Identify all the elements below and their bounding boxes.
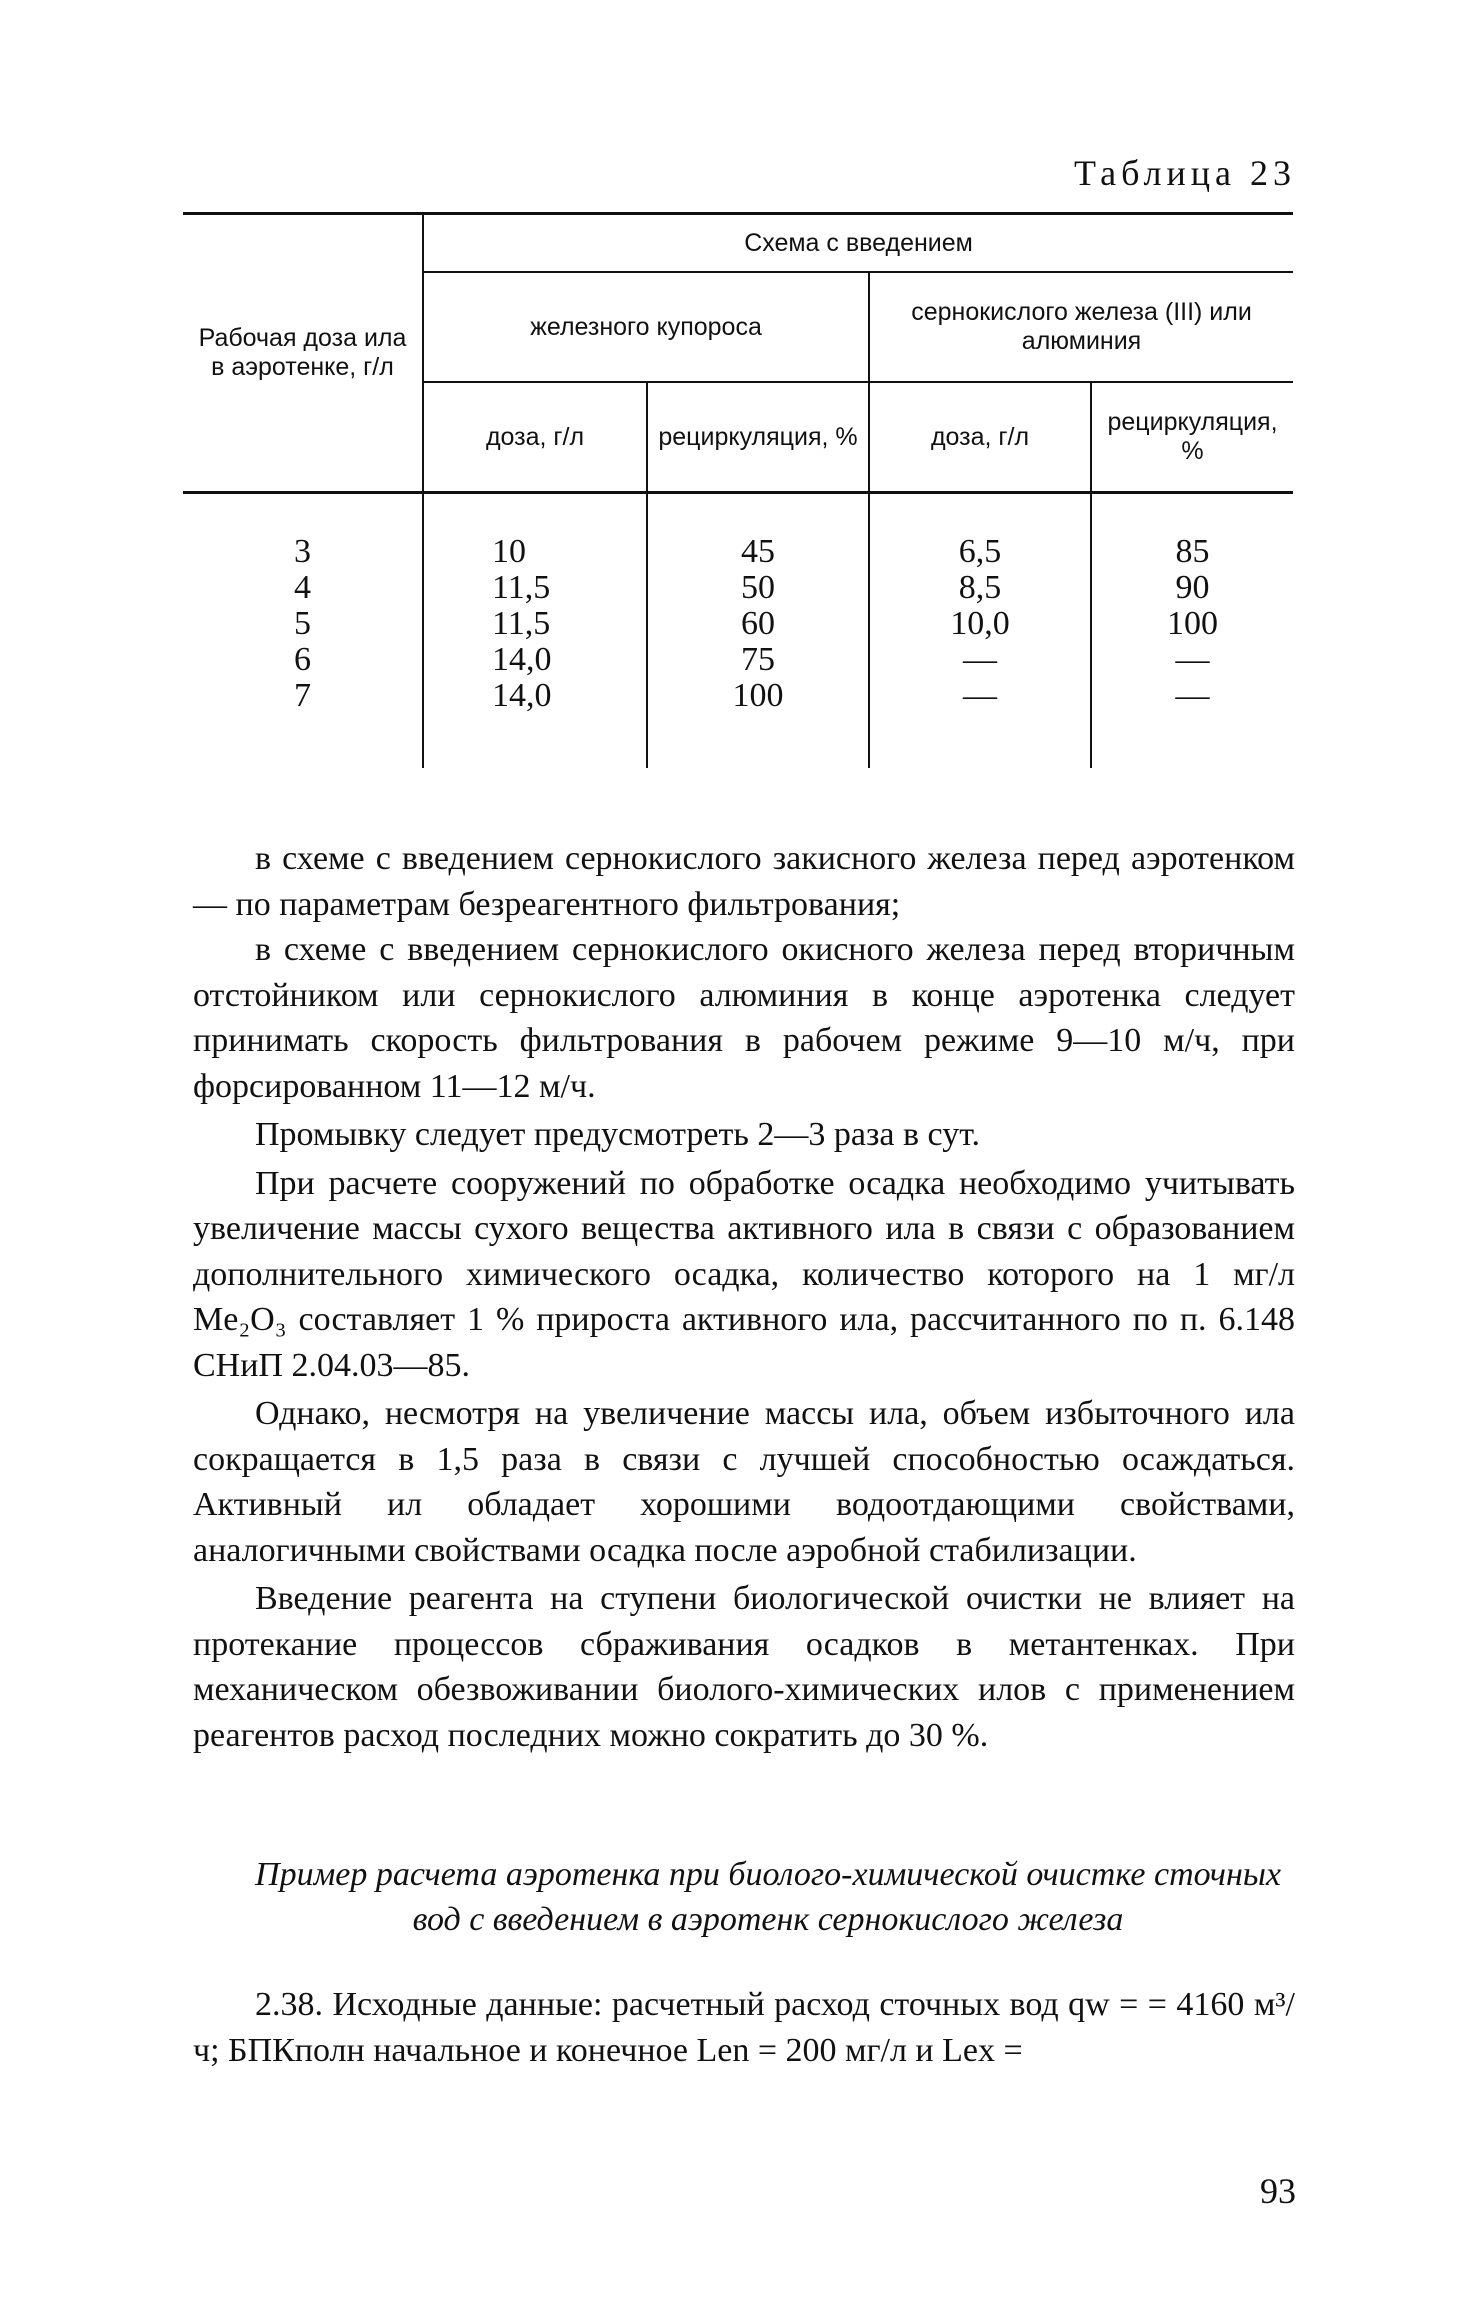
paragraph: в схеме с введением сернокислого закисного железа перед аэротенком — по параметрам безреагентного фильтрования; [193, 840, 1295, 923]
cell-iron-dose: 10 [423, 493, 647, 571]
table-row [183, 606, 1293, 642]
cell-sludge: 6 [294, 641, 311, 678]
cell-iron-recirc: 45 [647, 493, 869, 571]
paragraph: в схеме с введением сернокислого окисного железа перед вторичным отстойником или сернокислого алюминия в конце аэротенка следует принимать скорость фильтрования в рабочем режиме 9—10 м/ч, при форсированном 11—12 м/ч. [193, 931, 1295, 1105]
paragraph: Введение реагента на ступени биологической очистки не влияет на протекание процессов сбраживания осадков в метантенках. При механическом обезвоживании биолого-химических илов с применением реагентов расход последних можно сократить до 30 %. [193, 1580, 1295, 1754]
table-row [183, 678, 1293, 768]
cell-sludge: 4 [294, 569, 311, 606]
cell-sulfate-dose: — [869, 678, 1091, 768]
cell-sulfate-recirc: — [1091, 642, 1293, 678]
table-row [183, 493, 1293, 571]
header-sludge-dose: Рабочая доза ила в аэротенке, г/л [198, 324, 407, 381]
cell-sulfate-recirc: 85 [1091, 493, 1293, 571]
cell-iron-dose: 11,5 [423, 606, 647, 642]
cell-iron-recirc: 75 [647, 642, 869, 678]
cell-iron-dose: 14,0 [423, 678, 647, 768]
cell-sulfate-recirc: 100 [1091, 606, 1293, 642]
example-heading: Пример расчета аэротенка при биолого-химической очистке сточных вод с введением в аэротенк сернокислого железа [255, 1856, 1281, 1938]
paragraph: 2.38. Исходные данные: расчетный расход сточных вод qw = = 4160 м³/ч; БПКполн начальное и конечное Len = 200 мг/л и Lex = [193, 1986, 1295, 2069]
header-sulfate-recirc: рециркуляция, % [1091, 382, 1293, 493]
header-scheme: Схема с введением [423, 214, 1293, 273]
cell-sulfate-dose: — [869, 642, 1091, 678]
paragraph: Промывку следует предусмотреть 2—3 раза в сут. [255, 1116, 980, 1153]
cell-sludge: 3 [294, 533, 311, 570]
table-header-row [183, 214, 1293, 273]
cell-iron-dose: 11,5 [423, 570, 647, 606]
header-sulfate-dose: доза, г/л [869, 382, 1091, 493]
page-number: 93 [1260, 2171, 1296, 2211]
cell-sulfate-recirc: — [1091, 678, 1293, 768]
header-group-sulfate: сернокислого железа (III) или алюминия [869, 272, 1293, 382]
data-table [183, 212, 1293, 768]
cell-iron-recirc: 60 [647, 606, 869, 642]
table-row [183, 642, 1293, 678]
paragraph: При расчете сооружений по обработке осадка необходимо учитывать увеличение массы сухого вещества активного ила в связи с образованием дополнительного химического осадка, количество которого на 1 мг/л Me₂O₃ составляет 1 % прироста активного ила, рассчитанного по п. 6.148 СНиП 2.04.03—85. [193, 1164, 1295, 1384]
cell-sulfate-dose: 8,5 [869, 570, 1091, 606]
paragraph: Однако, несмотря на увеличение массы ила, объем избыточного ила сокращается в 1,5 раза в связи с лучшей способностью осаждаться. Активный ил обладает хорошими водоотдающими свойствами, аналогичными свойствами осадка после аэробной стабилизации. [193, 1395, 1295, 1569]
cell-sludge: 7 [294, 677, 311, 714]
table-row [183, 570, 1293, 606]
cell-sulfate-dose: 10,0 [869, 606, 1091, 642]
cell-iron-dose: 14,0 [423, 642, 647, 678]
cell-sludge: 5 [294, 605, 311, 642]
cell-sulfate-dose: 6,5 [869, 493, 1091, 571]
cell-iron-recirc: 100 [647, 678, 869, 768]
cell-sulfate-recirc: 90 [1091, 570, 1293, 606]
cell-iron-recirc: 50 [647, 570, 869, 606]
table-caption: Таблица 23 [1074, 153, 1296, 193]
body-text-continued [193, 1982, 1295, 2073]
body-text [193, 836, 1295, 1758]
header-group-iron: железного купороса [423, 272, 869, 382]
header-iron-dose: доза, г/л [423, 382, 647, 493]
header-iron-recirc: рециркуляция, % [647, 382, 869, 493]
